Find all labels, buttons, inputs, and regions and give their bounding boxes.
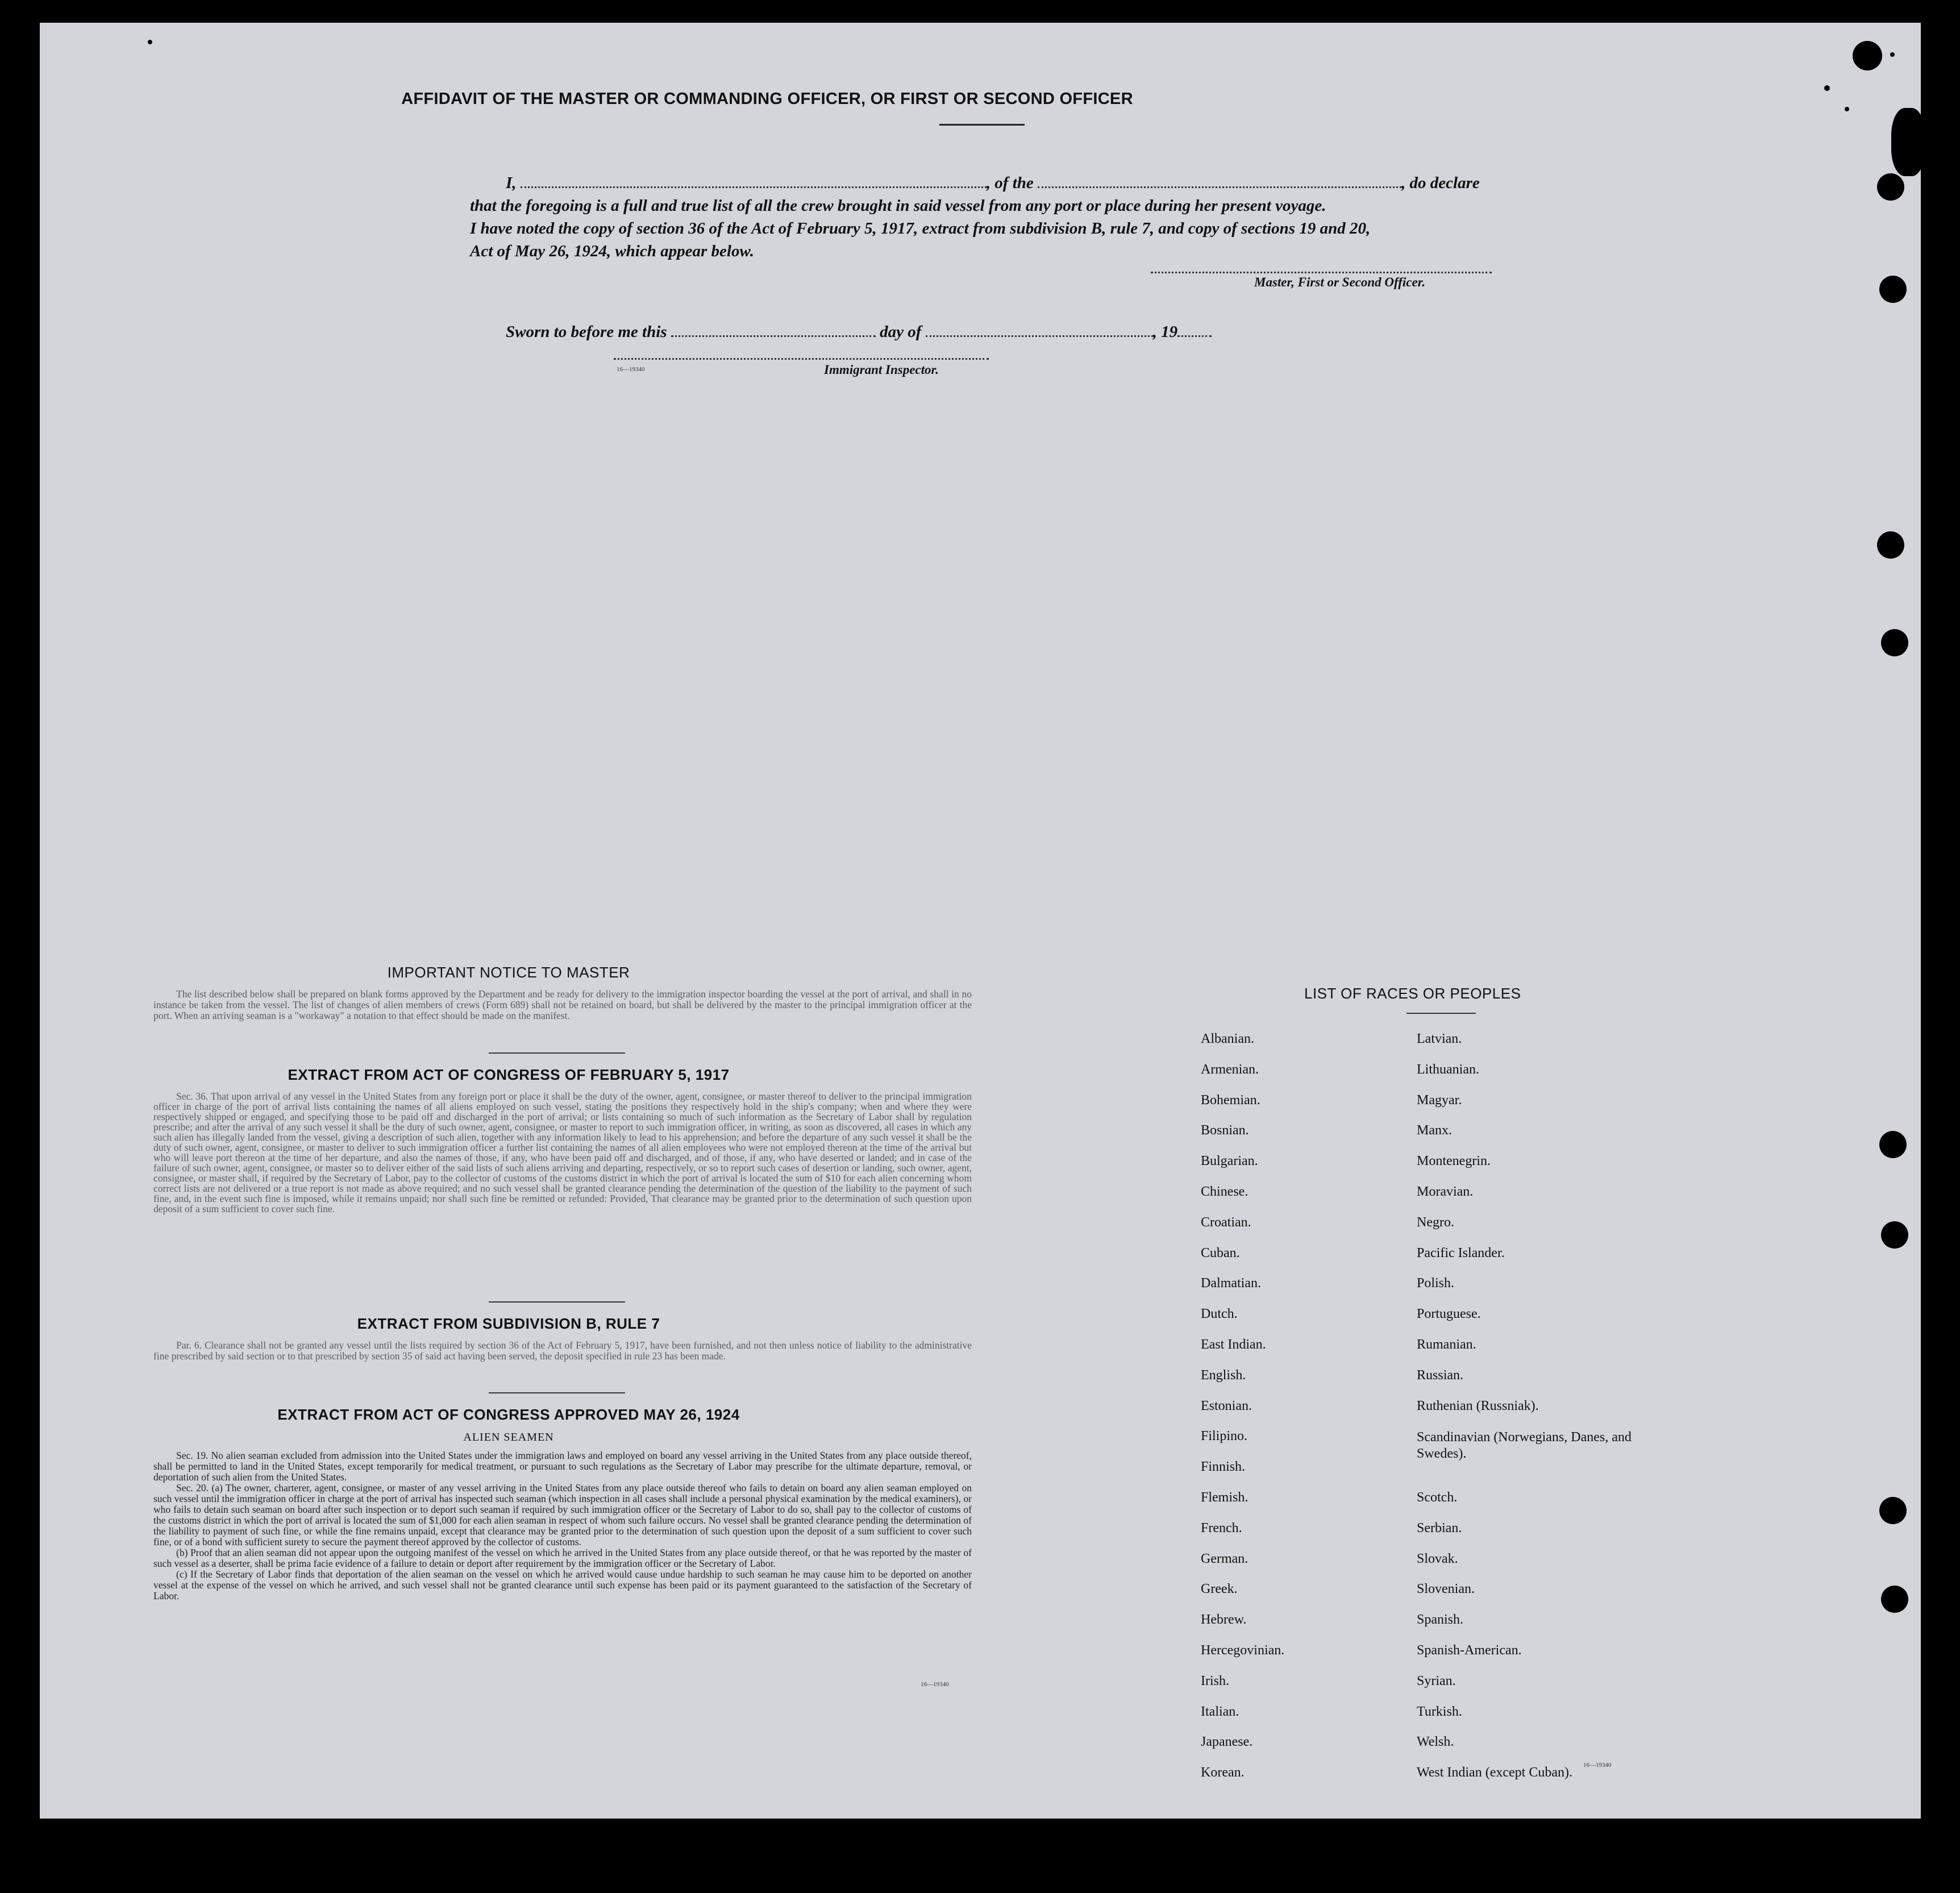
race-item: West Indian (except Cuban). [1417,1765,1572,1780]
inspector-caption: Immigrant Inspector. [824,363,939,377]
race-item: Montenegrin. [1417,1154,1491,1169]
form-number-races: 16—19340 [1583,1762,1612,1769]
section-20b-paragraph: (b) Proof that an alien seaman did not appear upon the outgoing manifest of the vessel on which he arrived in the United States from any place outside thereof, or that he was reported by the master of such vessel as a deserter, shall be prima facie evidence of a failure to detain or deport after requirement by the immigration officer or the Secretary of Labor. [153,1547,972,1569]
race-item: Ruthenian (Russniak). [1417,1398,1539,1413]
day-of-label: day of [880,323,922,341]
speck [1845,107,1849,111]
race-item: Filipino. [1201,1429,1248,1444]
race-item: Japanese. [1201,1734,1253,1750]
race-item: Hebrew. [1201,1612,1247,1628]
section-19-paragraph: Sec. 19. No alien seaman excluded from admission into the United States under the immigration laws and employed on board any vessel arriving in the United States from any place outside thereof, shall be permitted to land in the United States, except temporarily for medical treatment, or pursuant to such regulations as the Secretary of Labor may prescribe for the ultimate departure, removal, or deportation of such alien from the United States. [153,1450,972,1483]
race-item: English. [1201,1367,1246,1383]
race-item: Syrian. [1417,1673,1456,1688]
race-item: Estonian. [1201,1398,1252,1413]
race-item: Dalmatian. [1201,1276,1261,1291]
race-item: Armenian. [1201,1062,1259,1077]
races-title-rule [1406,1013,1476,1014]
race-item: German. [1201,1551,1249,1566]
sworn-year-blank[interactable] [1177,323,1212,337]
extract-1917-paragraph: Sec. 36. That upon arrival of any vessel in the United States from any foreign port or place it shall be the duty of the owner, agent, consignee, or master thereof to deliver to the principal immigration officer in charge of the port of arrival lists containing the names of all aliens employed on such vessel, stating the positions they respectively hold in the ship's company; when and where they were respectively shipped or engaged, and specifying those to be paid off and discharged in the port of arrival; or lists containing so much of such information as the Secretary of Labor shall by regulation prescribe; and after the arrival of any such vessel it shall be the duty of such owner, agent, consignee, or master to report to such immigration officer, in writing, as soon as discovered, all cases in which any such alien has illegally landed from the vessel, giving a description of such alien, together with any information likely to lead to his apprehension; and before the departure of any such vessel it shall be the duty of such owner, agent, consignee, or master to deliver to such immigration officer a further list containing the names of all alien employees who were not employed thereon at the time of the arrival but who will leave port thereon at the time of her departure, and also the names of those, if any, who have been paid off and discharged, and of those, if any, who have deserted or landed; and in case of the failure of such owner, agent, consignee, or master so to deliver either of the said lists of such aliens arriving and departing, respectively, or so to report such cases of desertion or landing, such owner, agent, consignee, or master shall, if required by the Secretary of Labor, pay to the collector of customs of the customs district in which the port of arrival is located the sum of $10 for each alien concerning whom correct lists are not delivered or a true report is not made as above required; and no such vessel shall be granted clearance pending the determination of the question of the liability to the payment of such fine, and, in the event such fine is imposed, while it remains unpaid; nor shall such fine be remitted or refunded: Provided, That clearance may be granted prior to the determination of such question upon deposit of a sum sufficient to cover such fine. [153,1091,972,1214]
speck [148,40,152,44]
alien-seamen-subtitle: ALIEN SEAMEN [463,1431,554,1443]
rule7-paragraph: Par. 6. Clearance shall not be granted any vessel until the lists required by section 36 of the Act of February 5, 1917, have been furnished, and not then unless notice of liability to the administrative fine prescribed by said section or to that prescribed by section 35 of said act having been served, the deposit specified in rule 23 has been made. [153,1339,972,1362]
race-item: Spanish. [1417,1612,1464,1628]
extract-1917-title: EXTRACT FROM ACT OF CONGRESS OF FEBRUARY 5, 1917 [288,1066,730,1083]
title-rule [939,124,1025,126]
race-item: Magyar. [1417,1092,1462,1108]
rule7-body [153,1340,972,1362]
race-item: Manx. [1417,1123,1452,1138]
race-item: Irish. [1201,1673,1229,1688]
torn-edge [1891,108,1925,176]
affidavit-line-1 [506,174,1480,193]
speck [1824,85,1830,91]
race-item: Finnish. [1201,1459,1246,1475]
race-item: Flemish. [1201,1490,1249,1505]
inspector-signature-line[interactable] [614,358,989,360]
race-item: Spanish-American. [1417,1642,1522,1658]
race-item: Latvian. [1417,1031,1462,1046]
race-item: Slovenian. [1417,1582,1475,1597]
section-20c-paragraph: (c) If the Secretary of Labor finds that deportation of the alien seaman on the vessel on which he arrived would cause undue hardship to such seaman he may cause him to be deported on another vessel at the expense of the vessel on which he arrived, and such vessel shall not be granted clearance until such expense has been paid or its payment guaranteed to the satisfaction of the Secretary of Labor. [153,1569,972,1601]
rule7-title: EXTRACT FROM SUBDIVISION B, RULE 7 [357,1315,660,1332]
race-item: Pacific Islander. [1417,1245,1505,1260]
vessel-blank[interactable] [1038,174,1401,188]
binder-hole [1881,629,1908,656]
notice-paragraph: The list described below shall be prepared on blank forms approved by the Department and be ready for delivery to the immigration inspector boarding the vessel at the port of arrival, and shall in no instance be taken from the vessel. The list of changes of alien members of crews (Form 689) shall not be retained on board, but shall be delivered by the master to the principal immigration officer at the port. When an arriving seaman is a "workaway" a notation to that effect should be made on the manifest. [153,988,972,1021]
extract-1924-body [153,1450,972,1601]
race-item: Cuban. [1201,1245,1240,1260]
race-item: Turkish. [1417,1704,1462,1719]
sworn-label: Sworn to before me this [506,323,667,341]
affidavit-title: AFFIDAVIT OF THE MASTER OR COMMANDING OFFICER, OR FIRST OR SECOND OFFICER [401,90,1133,108]
master-signature-line[interactable] [1151,272,1492,273]
extract-1924-title: EXTRACT FROM ACT OF CONGRESS APPROVED MAY 26, 1924 [277,1406,740,1423]
race-item: East Indian. [1201,1337,1266,1352]
races-right-column [1417,1024,1644,1788]
race-item: Albanian. [1201,1031,1254,1046]
races-title: LIST OF RACES OR PEOPLES [1304,985,1521,1002]
race-item: Portuguese. [1417,1307,1481,1322]
sworn-line [506,323,1212,342]
race-item: Bulgarian. [1201,1154,1258,1169]
race-item: Moravian. [1417,1184,1474,1199]
race-item: Bohemian. [1201,1092,1260,1108]
race-item: French. [1201,1520,1242,1536]
name-blank[interactable] [521,174,987,188]
race-item: Negro. [1417,1214,1454,1230]
section-20a-paragraph: Sec. 20. (a) The owner, charterer, agent, consignee, or master of any vessel arriving in the United States from any place outside thereof who fails to detain on board any alien seaman employed on such vessel until the immigration officer in charge at the port of arrival has inspected such seaman (which inspection in all cases shall include a personal physical examination by the medical examiners), or who fails to detain such seaman on board after such inspection or to deport such seaman if required by such immigration officer or the Secretary of Labor to do so, shall pay to the collector of customs of the customs district in which the port of arrival is located the sum of $1,000 for each alien seaman in respect of whom such failure occurs. No vessel shall be granted clearance pending the determination of the liability to payment of such fine, or while the fine remains unpaid, except that clearance may be granted prior to the determination of such question upon the deposit of a sum sufficient to cover such fine, or of a bond with sufficient surety to secure the payment thereof approved by the collector of customs. [153,1482,972,1547]
notice-title: IMPORTANT NOTICE TO MASTER [387,964,630,981]
sworn-day-blank[interactable] [671,323,876,337]
race-item: Croatian. [1201,1214,1251,1230]
form-sheet [40,23,1921,1819]
race-item: Rumanian. [1417,1337,1476,1352]
year-prefix: , 19 [1152,323,1178,341]
binder-hole [1879,276,1907,303]
race-item: Italian. [1201,1704,1239,1719]
affidavit-line-4: Act of May 26, 1924, which appear below. [470,242,754,260]
race-item: Scotch. [1417,1490,1458,1505]
race-item: Chinese. [1201,1184,1249,1199]
race-item: Welsh. [1417,1734,1454,1750]
binder-hole [1879,1131,1907,1158]
binder-hole [1879,1497,1907,1524]
form-number-bottom-left: 16—19340 [921,1681,949,1688]
affidavit-line-3: I have noted the copy of section 36 of the Act of February 5, 1917, extract from subdivision B, rule 7, and copy of sections 19 and 20, [470,219,1371,238]
binder-hole [1881,1586,1908,1613]
race-item: Dutch. [1201,1307,1238,1322]
race-item: Hercegovinian. [1201,1642,1285,1658]
divider-2 [489,1301,625,1303]
divider-1 [489,1052,625,1054]
affidavit-line-2: that the foregoing is a full and true list of all the crew brought in said vessel from any port or place during her present voyage. [470,197,1326,215]
speck [1890,52,1895,57]
of-the-label: , of the [986,174,1034,192]
extract-1917-body [153,1091,972,1214]
race-item: Korean. [1201,1765,1245,1780]
race-item: Greek. [1201,1582,1238,1597]
pronoun-i: I, [506,174,517,192]
race-item: Serbian. [1417,1520,1462,1536]
race-item: Scandinavian (Norwegians, Danes, and Swedes). [1417,1430,1632,1462]
divider-3 [489,1392,625,1393]
race-item: Lithuanian. [1417,1062,1479,1077]
race-item: Polish. [1417,1276,1455,1291]
do-declare-label: , do declare [1401,174,1480,192]
race-item: Bosnian. [1201,1123,1249,1138]
master-signature-caption: Master, First or Second Officer. [1254,275,1426,289]
form-number-top: 16—19340 [617,366,645,373]
ink-blot [1853,41,1882,70]
binder-hole [1877,173,1904,201]
sworn-month-blank[interactable] [926,323,1153,337]
notice-body [153,989,972,1021]
race-item: Russian. [1417,1367,1464,1383]
binder-hole [1877,531,1904,559]
binder-hole [1881,1221,1908,1249]
races-left-column [1201,1024,1284,1788]
race-item: Slovak. [1417,1551,1458,1566]
